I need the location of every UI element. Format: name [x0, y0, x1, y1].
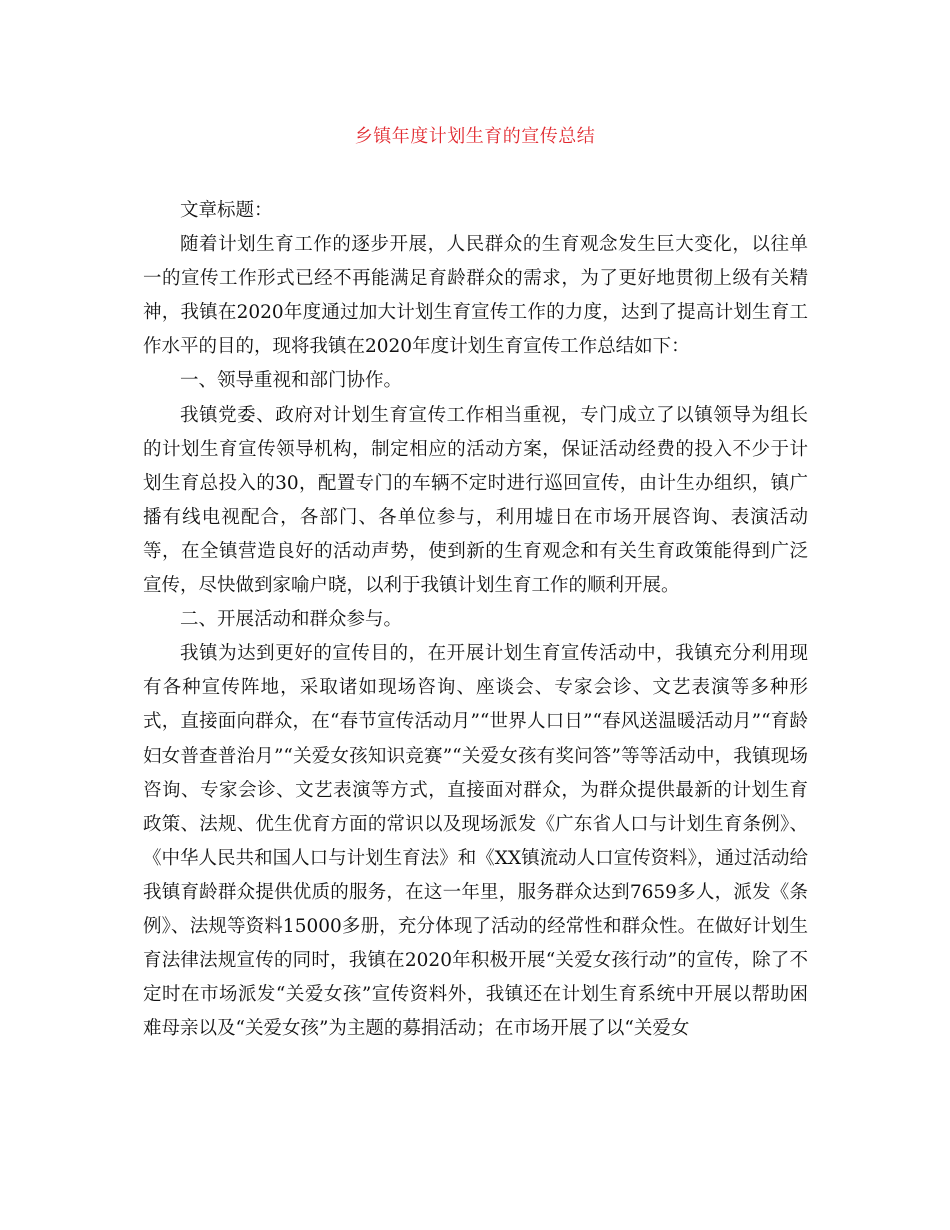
- document-body: [143, 194, 808, 1046]
- paragraph-article-label: 文章标题：: [180, 200, 273, 221]
- paragraph-section-2: 我镇为达到更好的宣传目的，在开展计划生育宣传活动中，我镇充分利用现有各种宣传阵地，采取诸如现场咨询、座谈会、专家会诊、文艺表演等多种形式，直接面向群众，在“春节宣传活动月”“世界人口日”“春风送温暖活动月”“育龄妇女普查普治月”“关爱女孩知识竞赛”“关爱女孩有奖问答”等等活动中，我镇现场咨询、专家会诊、文艺表演等方式，直接面对群众，为群众提供最新的计划生育政策、法规、优生优育方面的常识以及现场派发《广东省人口与计划生育条例》、《中华人民共和国人口与计划生育法》和《XX镇流动人口宣传资料》，通过活动给我镇育龄群众提供优质的服务，在这一年里，服务群众达到7659多人，派发《条例》、法规等资料15000多册，充分体现了活动的经常性和群众性。在做好计划生育法律法规宣传的同时，我镇在2020年积极开展“关爱女孩行动”的宣传，除了不定时在市场派发“关爱女孩”宣传资料外，我镇还在计划生育系统中开展以帮助困难母亲以及“关爱女孩”为主题的募捐活动；在市场开展了以“关爱女: [143, 643, 808, 1040]
- section-heading-2: 二、开展活动和群众参与。: [180, 609, 403, 631]
- paragraph-section-1: 我镇党委、政府对计划生育宣传工作相当重视，专门成立了以镇领导为组长的计划生育宣传领导机构，制定相应的活动方案，保证活动经费的投入不少于计划生育总投入的30，配置专门的车辆不定时进行巡回宣传，由计生办组织，镇广播有线电视配合，各部门、各单位参与，利用墟日在市场开展咨询、表演活动等，在全镇营造良好的活动声势，使到新的生育观念和有关生育政策能得到广泛宣传，尽快做到家喻户晓，以利于我镇计划生育工作的顺利开展。: [143, 404, 808, 597]
- paragraph-intro: 随着计划生育工作的逐步开展，人民群众的生育观念发生巨大变化，以往单一的宣传工作形式已经不再能满足育龄群众的需求，为了更好地贯彻上级有关精神，我镇在2020年度通过加大计划生育宣传工作的力度，达到了提高计划生育工作水平的目的，现将我镇在2020年度计划生育宣传工作总结如下：: [143, 234, 808, 358]
- section-heading-1: 一、领导重视和部门协作。: [180, 370, 403, 392]
- document-title: 乡镇年度计划生育的宣传总结: [354, 126, 596, 147]
